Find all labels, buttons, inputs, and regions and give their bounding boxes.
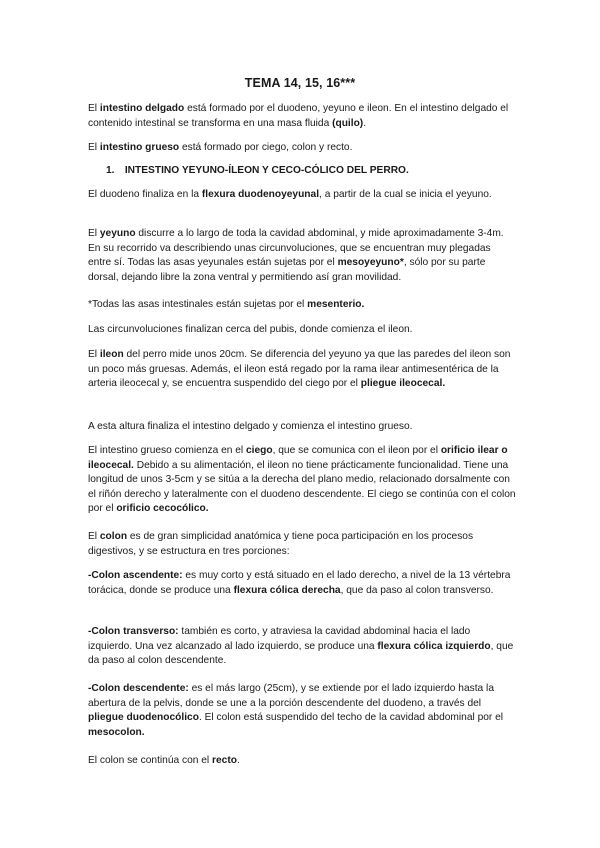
- text-run: también es corto, y atraviesa la cavidad abdominal hacia el lado izquierdo. Una vez alcanzado al lado izquierdo, se produce una: [88, 626, 471, 652]
- bold-term: colon: [99, 531, 128, 542]
- text-run: El duodeno finaliza en la: [88, 189, 202, 200]
- text-run: es muy corto y está situado en el lado derecho, a nivel de la 13 vértebra torácica, donde se produce una: [88, 570, 511, 596]
- paragraph-duodeno: [88, 188, 516, 203]
- paragraph-intestino-delgado: [88, 102, 516, 131]
- text-run: está formado por el duodeno, yeyuno e ileon. En el intestino delgado el contenido intestinal se transforma en una masa fluida: [88, 103, 509, 129]
- bold-term: orificio ilear o ileocecal.: [88, 445, 508, 471]
- text-run: es de gran simplicidad anatómica y tiene poca participación en los procesos digestivos, y se estructura en tres porciones:: [88, 531, 474, 557]
- bold-term: flexura cólica derecha: [233, 584, 341, 596]
- paragraph-ileon: [88, 348, 516, 392]
- text-run: El: [88, 103, 100, 114]
- bold-term: orificio cecocólico.: [116, 503, 209, 515]
- paragraph-recto: [88, 754, 516, 769]
- bold-term: flexura cólica izquierdo: [377, 640, 491, 652]
- text-run: discurre a lo largo de toda la cavidad abdominal, y mide aproximadamente 3-4m. En su recorrido va describiendo unas circunvoluciones, que se encuentran muy plegadas entre sí. Todas las asas yeyunales están sujetas por el: [88, 228, 504, 269]
- text-run: está formado por ciego, colon y recto.: [179, 142, 353, 153]
- text-run: del perro mide unos 20cm. Se diferencia del yeyuno ya que las paredes del ileon son un poco más gruesas. Además, el ileon está regado por la rama ilear antimesentérica de la arteria ileocecal y, se encuentra suspendido del ciego por el: [88, 349, 511, 390]
- bold-term: ileon: [99, 349, 124, 360]
- bold-term: recto: [212, 755, 237, 766]
- bold-term: mesocolon.: [88, 726, 145, 738]
- paragraph-mesenterio-note: [88, 298, 516, 313]
- bold-term: pliegue duodenocólico: [88, 712, 199, 724]
- bold-term: (quilo): [332, 117, 364, 129]
- text-run: , a partir de la cual se inicia el yeyuno.: [319, 189, 492, 200]
- paragraph-circunvoluciones: [88, 323, 516, 338]
- bold-term: intestino grueso: [99, 142, 180, 153]
- bold-term: -Colon descendente:: [88, 683, 189, 694]
- paragraph-colon-transverso: [88, 625, 516, 669]
- text-run: Las circunvoluciones finalizan cerca del pubis, donde comienza el ileon.: [88, 324, 413, 335]
- text-run: .: [236, 755, 240, 766]
- text-run: Debido a su alimentación, el ileon no tiene prácticamente funcionalidad. Tiene una longitud de unos 3-5cm y se sitúa a la derecha del plano medio, relacionado dorsalmente con el riñón derecho y lateralmente con el duodeno descendente. El ciego se continúa con el colon por el: [88, 459, 516, 515]
- bold-term: mesoyeyuno*: [337, 257, 404, 269]
- text-run: El colon se continúa con el: [88, 755, 213, 766]
- paragraph-intestino-grueso: [88, 141, 516, 156]
- document-title: TEMA 14, 15, 16***: [244, 76, 356, 90]
- bold-term: flexura duodenoyeyunal: [201, 189, 320, 200]
- text-run: El: [88, 142, 100, 153]
- text-run: El: [88, 531, 100, 542]
- text-run: *Todas las asas intestinales están sujetas por el: [88, 299, 308, 310]
- bold-term: pliegue ileocecal.: [360, 378, 446, 390]
- paragraph-yeyuno: [88, 227, 516, 285]
- text-run: es el más largo (25cm), y se extiende por el lado izquierdo hasta la abertura de la pelvis, donde se une a la porción descendente del duodeno, a través del: [88, 683, 494, 709]
- paragraph-colon: [88, 530, 516, 559]
- bold-term: mesenterio.: [307, 299, 365, 310]
- bold-term: -Colon transverso:: [88, 626, 179, 637]
- text-run: , que se comunica con el ileon por el: [272, 445, 441, 456]
- bold-term: ciego: [246, 445, 273, 456]
- bold-term: intestino delgado: [99, 103, 185, 114]
- paragraph-colon-ascendente: [88, 569, 516, 598]
- bold-term: yeyuno: [99, 228, 136, 239]
- text-run: , que da paso al colon transverso.: [340, 584, 494, 596]
- text-run: El: [88, 349, 100, 360]
- text-run: El intestino grueso comienza en el: [88, 445, 246, 456]
- section-heading: [106, 164, 516, 179]
- bold-term: -Colon ascendente:: [88, 570, 183, 581]
- section-heading-number: 1.: [106, 165, 115, 176]
- text-run: , que da paso al colon descendente.: [88, 640, 514, 667]
- paragraph-ciego: [88, 444, 516, 517]
- text-run: .: [363, 117, 367, 129]
- text-run: , sólo por su parte dorsal, dejando libre la zona ventral y permitiendo así gran movilidad.: [88, 257, 486, 283]
- text-run: . El colon está suspendido del techo de la cavidad abdominal por el: [198, 712, 504, 724]
- paragraph-transicion: [88, 420, 516, 435]
- paragraph-colon-descendente: [88, 682, 516, 740]
- text-run: El: [88, 228, 100, 239]
- text-run: A esta altura finaliza el intestino delgado y comienza el intestino grueso.: [88, 421, 413, 432]
- section-heading-text: INTESTINO YEYUNO-ÍLEON Y CECO-CÓLICO DEL PERRO.: [124, 165, 409, 176]
